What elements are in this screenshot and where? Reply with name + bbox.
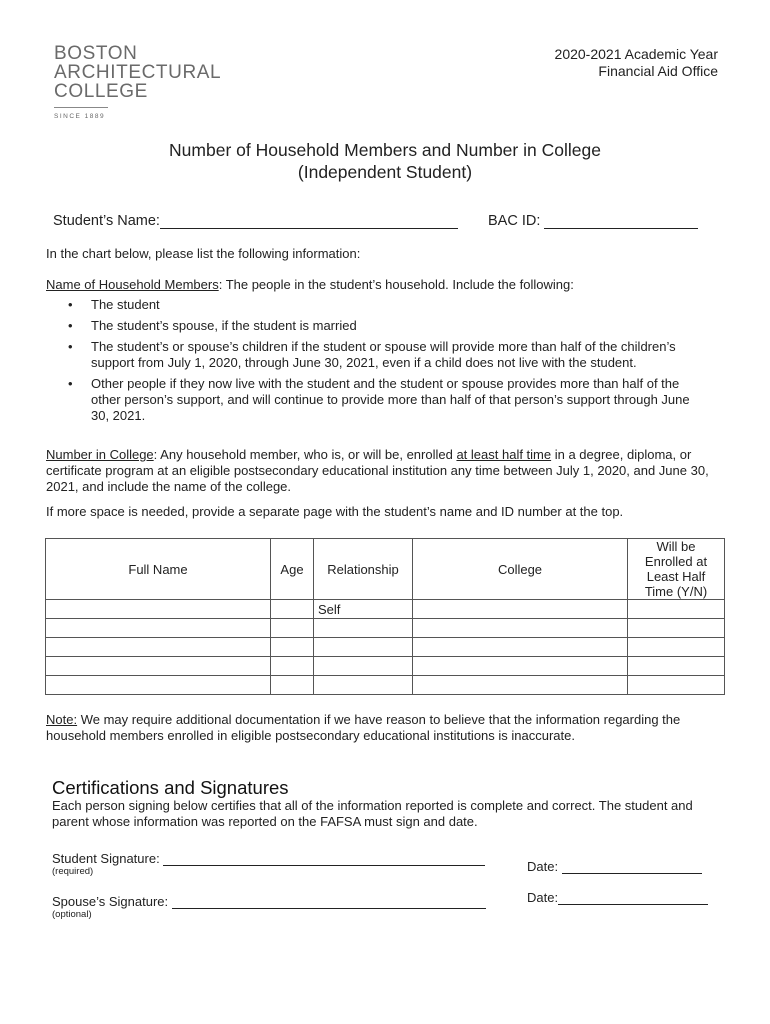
cell-full-name[interactable]: [46, 638, 271, 657]
cell-full-name[interactable]: [46, 676, 271, 695]
list-item: • Other people if they now live with the student and the student or spouse provides more than half of the other person’s support, and will continue to provide more than half of that person’s support through June 30, 2021.: [46, 376, 726, 424]
logo-line: COLLEGE: [54, 81, 148, 102]
spouse-date-block: [527, 890, 708, 905]
cell-relationship[interactable]: [314, 657, 413, 676]
note-text: We may require additional documentation if we have reason to believe that the information regarding the household members enrolled in eligible postsecondary educational institutions is inaccurate.: [46, 712, 681, 743]
optional-note: (optional): [52, 909, 92, 920]
cell-full-name[interactable]: [46, 619, 271, 638]
date-label: Date:: [527, 859, 559, 874]
cell-age[interactable]: [271, 600, 314, 619]
spouse-signature-field[interactable]: [172, 894, 486, 909]
cell-enrolled[interactable]: [628, 600, 725, 619]
cell-college[interactable]: [413, 619, 628, 638]
certifications-text: Each person signing below certifies that all of the information reported is complete and correct. The student and parent whose information was reported on the FAFSA must sign and date.: [52, 798, 693, 829]
cell-age[interactable]: [271, 657, 314, 676]
college-count-text-b: in a degree, diploma, or certificate program at an eligible postsecondary educational institution any time between July 1, 2020, and June 30, 2021, and include the name of the college.: [46, 447, 709, 494]
title-line-1: Number of Household Members and Number in College: [169, 140, 601, 160]
student-signature-label: Student Signature:: [52, 851, 160, 866]
table-row: [46, 600, 725, 619]
student-name-label: Student’s Name:: [53, 213, 160, 229]
header-enrolled: Will be Enrolled at Least Half Time (Y/N): [628, 539, 725, 600]
date-label: Date:: [527, 890, 559, 905]
cell-age[interactable]: [271, 619, 314, 638]
cell-relationship[interactable]: [314, 619, 413, 638]
cell-enrolled[interactable]: [628, 619, 725, 638]
table-row: [46, 676, 725, 695]
household-term: Name of Household Members: [46, 277, 219, 292]
table-row: [46, 657, 725, 676]
header-full-name: Full Name: [46, 539, 271, 600]
header-relationship: Relationship: [314, 539, 413, 600]
note-paragraph: [46, 712, 721, 744]
cell-enrolled[interactable]: [628, 676, 725, 695]
table-header-row: [46, 539, 725, 600]
required-note: (required): [52, 866, 94, 877]
student-name-field[interactable]: [160, 212, 458, 229]
cell-age[interactable]: [271, 638, 314, 657]
list-item: • The student’s spouse, if the student is married: [46, 318, 726, 334]
cell-age[interactable]: [271, 676, 314, 695]
household-list: [46, 297, 726, 424]
cell-relationship[interactable]: Self: [314, 600, 413, 619]
household-section: [46, 277, 726, 424]
spouse-signature-block: [52, 894, 486, 920]
logo-rule: [54, 107, 108, 108]
bac-id-field[interactable]: [544, 212, 698, 229]
cell-college[interactable]: [413, 657, 628, 676]
college-count-text-a: : Any household member, who is, or will be, enrolled: [153, 447, 457, 462]
household-table: [45, 538, 725, 695]
half-time-emphasis: at least half time: [456, 447, 552, 462]
cell-full-name[interactable]: [46, 600, 271, 619]
form-title: [0, 139, 770, 183]
spouse-signature-label: Spouse’s Signature:: [52, 894, 169, 909]
cell-full-name[interactable]: [46, 657, 271, 676]
list-item: • The student: [46, 297, 726, 313]
student-date-block: [527, 859, 702, 874]
cell-relationship[interactable]: [314, 676, 413, 695]
household-definition: [46, 277, 726, 293]
cell-college[interactable]: [413, 638, 628, 657]
spouse-date-field[interactable]: [558, 890, 708, 905]
list-item: • The student’s or spouse’s children if the student or spouse will provide more than half of the children’s support from July 1, 2020, through June 30, 2021, even if a child does not live with the student.: [46, 339, 726, 371]
header-college: College: [413, 539, 628, 600]
college-count-definition: [46, 447, 726, 495]
college-logo: [54, 44, 221, 120]
title-line-2: (Independent Student): [297, 162, 473, 182]
header-age: Age: [271, 539, 314, 600]
logo-line: ARCHITECTURAL: [54, 62, 222, 83]
table-row: [46, 619, 725, 638]
student-signature-block: [52, 851, 485, 877]
cell-enrolled[interactable]: [628, 638, 725, 657]
cell-college[interactable]: [413, 600, 628, 619]
note-term: Note:: [46, 712, 78, 727]
household-text: : The people in the student’s household. Include the following:: [218, 277, 574, 292]
intro-text: In the chart below, please list the following information:: [46, 246, 361, 261]
student-info-row: [53, 212, 718, 229]
office-name: Financial Aid Office: [598, 63, 718, 79]
cell-enrolled[interactable]: [628, 657, 725, 676]
office-header: [555, 46, 718, 80]
college-count-term: Number in College: [46, 447, 154, 462]
bac-id-label: BAC ID:: [488, 213, 541, 229]
space-note: If more space is needed, provide a separate page with the student’s name and ID number at the top.: [46, 504, 624, 519]
table-row: [46, 638, 725, 657]
academic-year: 2020-2021 Academic Year: [554, 46, 718, 62]
logo-since: SINCE 1889: [54, 113, 106, 120]
student-date-field[interactable]: [562, 859, 702, 874]
logo-line: BOSTON: [54, 43, 138, 64]
student-signature-field[interactable]: [163, 851, 485, 866]
certifications-heading: Certifications and Signatures: [52, 777, 289, 798]
cell-relationship[interactable]: [314, 638, 413, 657]
cell-college[interactable]: [413, 676, 628, 695]
